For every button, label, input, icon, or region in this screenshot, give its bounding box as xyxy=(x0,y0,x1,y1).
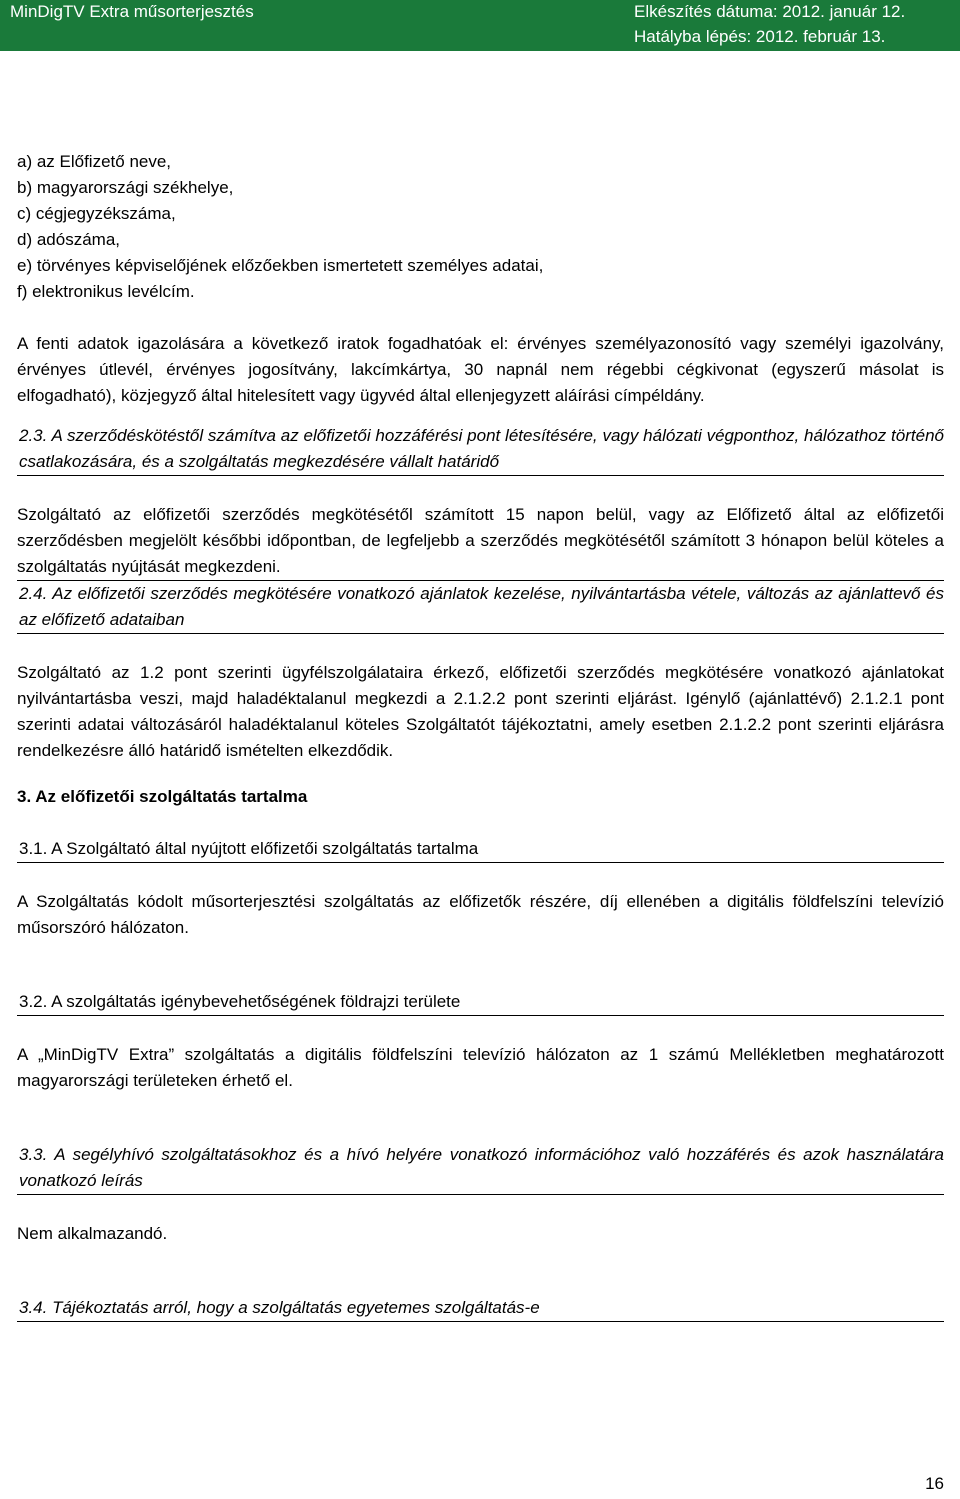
section-2-4-heading: 2.4. Az előfizetői szerződés megkötésére vonatkozó ajánlatok kezelése, nyilvántartásba vétele, változás az ajánlattevő és az előfizető adataiban xyxy=(17,580,944,634)
section-2-4-body: Szolgáltató az 1.2 pont szerinti ügyfélszolgálataira érkező, előfizetői szerződés megkötésére vonatkozó ajánlatokat nyilvántartásba veszi, majd haladéktalanul megkezdi a 2.1.2.2 pont szerinti eljárást. Igénylő (ajánlattévő) 2.1.2.1 pont szerinti adatai változásáról haladéktalanul köteles Szolgáltatót tájékoztatni, amely esetben 2.1.2.2 pont szerinti eljárásra rendelkezésre álló határidő ismételten elkezdődik. xyxy=(17,663,944,760)
section-2-3-heading: 2.3. A szerződéskötéstől számítva az előfizetői hozzáférési pont létesítésére, vagy hálózati végponthoz, hálózathoz történő csatlakozására, és a szolgáltatás megkezdésére vállalt határidő xyxy=(17,423,944,476)
header-title: MinDigTV Extra műsorterjesztés xyxy=(10,2,254,21)
list-item: a) az Előfizető neve, xyxy=(17,152,172,171)
document-body xyxy=(17,149,944,1322)
header-created-date: Elkészítés dátuma: 2012. január 12. xyxy=(634,2,906,21)
verification-paragraph: A fenti adatok igazolására a következő iratok fogadhatóak el: érvényes személyazonosító vagy személyi igazolvány, érvényes útlevél, érvényes jogosítvány, lakcímkártya, 30 napnál nem régebbi cégkivonat (egyszerű másolat is elfogadható), közjegyző által hitelesített vagy ügyvéd által ellenjegyzett aláírási címpéldány. xyxy=(17,334,944,405)
page-header xyxy=(0,0,960,51)
list-item: c) cégjegyzékszáma, xyxy=(17,204,176,223)
section-3-3-body: Nem alkalmazandó. xyxy=(17,1224,168,1243)
page-number: 16 xyxy=(925,1474,944,1493)
section-3-3-heading: 3.3. A segélyhívó szolgáltatásokhoz és a hívó helyére vonatkozó információhoz való hozzáférés és azok használatára vonatkozó leírás xyxy=(17,1142,944,1195)
section-3-2-heading: 3.2. A szolgáltatás igénybevehetőségének földrajzi területe xyxy=(17,989,944,1016)
section-3-2-body: A „MinDigTV Extra” szolgáltatás a digitális földfelszíni televízió hálózaton az 1 számú Mellékletben meghatározott magyarországi területeken érhető el. xyxy=(17,1045,944,1090)
section-3-1-body: A Szolgáltatás kódolt műsorterjesztési szolgáltatás az előfizetők részére, díj ellenében a digitális földfelszíni televízió műsorszóró hálózaton. xyxy=(17,892,944,937)
data-list xyxy=(17,149,944,305)
list-item: f) elektronikus levélcím. xyxy=(17,282,195,301)
list-item: e) törvényes képviselőjének előzőekben ismertetett személyes adatai, xyxy=(17,256,544,275)
list-item: b) magyarországi székhelye, xyxy=(17,178,234,197)
header-effective-date: Hatályba lépés: 2012. február 13. xyxy=(634,27,886,46)
section-3-4-heading: 3.4. Tájékoztatás arról, hogy a szolgáltatás egyetemes szolgáltatás-e xyxy=(17,1295,944,1322)
section-3-1-heading: 3.1. A Szolgáltató által nyújtott előfizetői szolgáltatás tartalma xyxy=(17,836,944,863)
section-3-heading: 3. Az előfizetői szolgáltatás tartalma xyxy=(17,787,308,806)
list-item: d) adószáma, xyxy=(17,230,120,249)
section-2-3-body: Szolgáltató az előfizetői szerződés megkötésétől számított 15 napon belül, vagy az Előfizető által az előfizetői szerződésben megjelölt későbbi időpontban, de legfeljebb a szerződés megkötésétől számított 3 hónapon belül köteles a szolgáltatás nyújtását megkezdeni. xyxy=(17,505,944,576)
